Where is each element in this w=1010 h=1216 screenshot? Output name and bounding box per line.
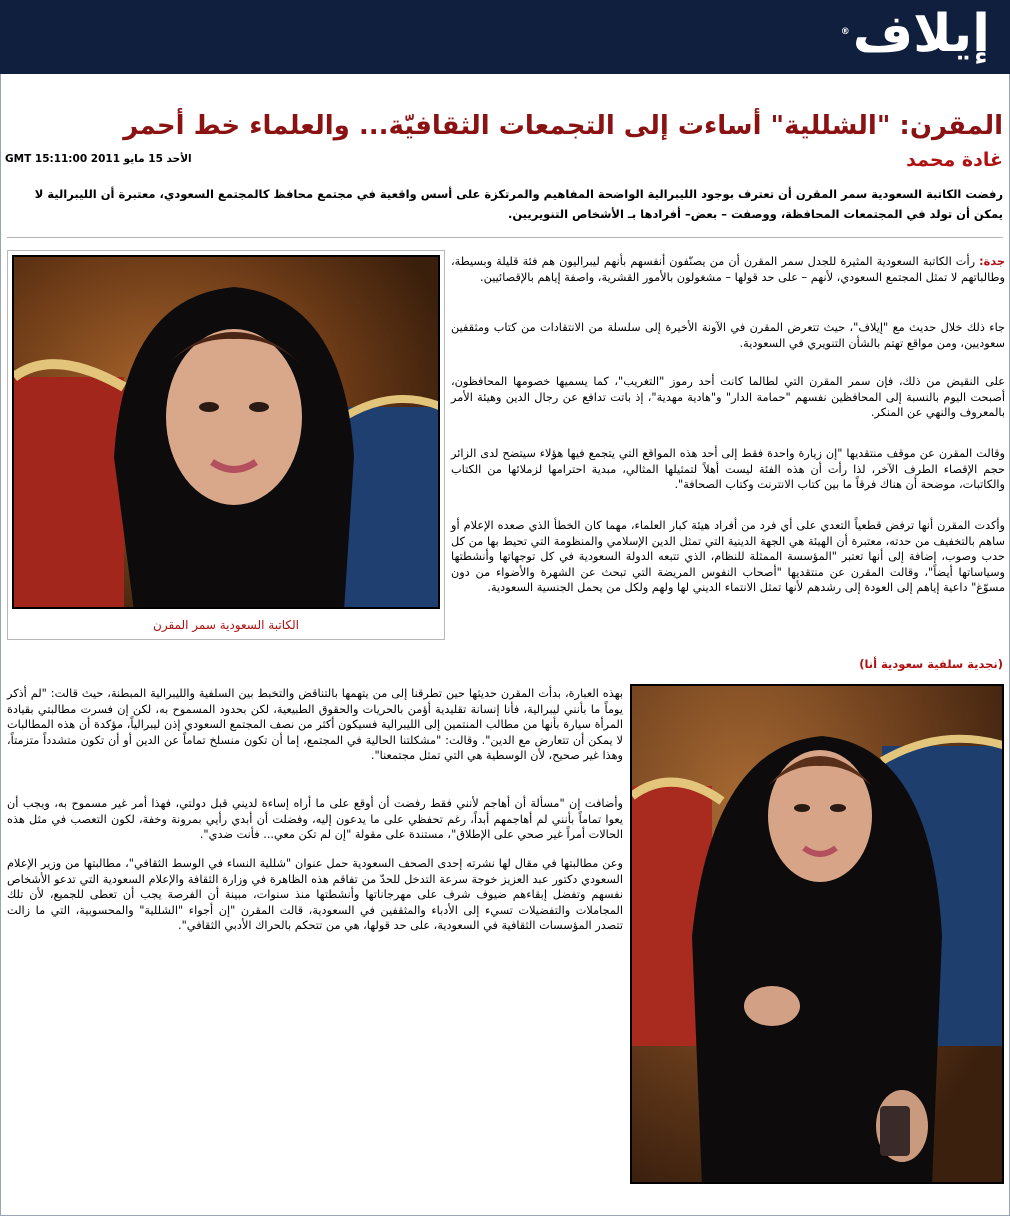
registered-mark: ® [840,27,850,37]
paragraph-8: وعن مطالبتها في مقال لها نشرته إحدى الصحف السعودية حمل عنوان "شللية النساء في الوسط الثقافي"، مطالبتها من وزير الإعلام السعودي دكتور عبد العزيز خوجة سرعة التدخل للحدّ من تفاقم هذه الظاهرة في وزارة الثقافة والإعلام السعودية التي تدعو الأشخاص نفسهم وتفضل إبقاءهم ضيوف شرف على مهرجاناتها وأنشطتها منذ سنوات، مبينة أن الفرصة يجب أن تعطى للجميع، لأن تلك المجاملات والتفضيلات تسيء إلى الأدباء والمثقفين في السعودية، قالت المقرن "إن أجواء "الشللية" والمحسوبية، التي ما زالت تتصدر المؤسسات الثقافية في السعودية، على حد قولها، هي من تتحكم بالحراك الأدبي الثقافي". [7,857,623,932]
paragraph-1-text: رأت الكاتبة السعودية المثيرة للجدل سمر المقرن أن من يصنّفون أنفسهم بأنهم ليبراليون هم فئة قليلة وبسيطة، وطالباتهم لا تمثل المجتمع السعودي، لأنهم – على حد قولها – مشغولون بالأمور القشرية، واصفة إياهم بالإقصائيين. [451,255,1005,284]
paragraph-3: على النقيض من ذلك، فإن سمر المقرن التي لطالما كانت أحد رموز "التغريب"، كما يسميها خصومها المحافظون، أصبحت اليوم بالنسبة إلى المحافظين نفسهم "حمامة الدار" و"هادية مهدية"، إذ باتت تدافع عن رجال الدين وهيئة الأمر بالمعروف والنهي عن المنكر. [451,375,1005,419]
article-date: GMT 15:11:00 2011 الأحد 15 مايو [5,153,192,165]
paragraph-6: بهذه العبارة، بدأت المقرن حديثها حين تطرقنا إلى من يتهمها بالتناقض والتخبط بين السلفية والليبرالية المبطنة، حيث قالت: "لم أذكر يوماً ما بأنني ليبرالية، فأنا إنسانة تقليدية أؤمن بالحريات والحقوق الطبيعية، لكن بحدود المسموح به، لكن إن فسرت مطالبتي بقيادة المرأة سيارة بأنها من مطالب المنتمين إلى الليبرالية فسيكون أكثر من نصف المجتمع السعودي إذن ليبرالياً، مؤكدة أن هذه المطالبات لا يمكن أن تتعارض مع الدين". وقالت: "مشكلتنا الحالية في المجتمع، إما أن تكون منسلخ تماماً عن الدين أو أن تكون متشدداً متزمتاً، وهذا غير صحيح، لأن الوسطية هي التي تمثل مجتمعنا". [7,687,623,762]
divider [7,237,1003,238]
photo-caption-1: الكاتبة السعودية سمر المقرن [153,618,299,632]
author-photo-1 [12,255,440,609]
logo-text: إيلاف [852,4,990,64]
section-subheading: (نجدية سلفية سعودية أنا) [859,657,1003,671]
author-photo-2 [630,684,1004,1184]
photo-frame-2 [630,684,1004,1184]
elaph-logo[interactable] [840,4,990,64]
article-title: المقرن: "الشللية" أساءت إلى التجمعات الثقافيّة... والعلماء خط أحمر [123,111,1003,141]
article-container [0,74,1010,1216]
dateline: جدة: [979,255,1006,268]
paragraph-1 [451,254,1005,285]
paragraph-4: وقالت المقرن عن موقف منتقديها "إن زيارة واحدة فقط إلى أحد هذه المواقع التي يتجمع فيها هؤلاء سيتضح لدى الزائر حجم الإقصاء الطرف الآخر، لذا رأت أن هذه الفئة ليست أهلاً لتمثيلها المثالي، مبدية احترامها لزملائها من الكتاب والكاتبات، موضحة أن هناك فرقاً ما بين كتاب الانترنت وكتاب الصحافة". [451,447,1005,491]
article-author: غادة محمد [906,149,1003,171]
site-header [0,0,1010,74]
article-intro: رفضت الكاتبة السعودية سمر المقرن أن تعترف بوجود الليبرالية الواضحة المفاهيم والمرتكزة على أسس واقعية في مجتمع محافظ كالمجتمع السعودي، معتبرة أن الليبرالية لا يمكن أن تولد في المجتمعات المحافظة، ووصفت – بعض– أفرادها بـ الأشخاص التنويريين. [34,187,1003,221]
photo-frame-1 [7,250,445,640]
paragraph-2: جاء ذلك خلال حديث مع "إيلاف"، حيث تتعرض المقرن في الآونة الأخيرة إلى سلسلة من الانتقادات من كتاب ومثقفين سعوديين، ومن مواقع تهتم بالشأن التنويري في السعودية. [451,321,1005,350]
paragraph-5: وأكدت المقرن أنها ترفض قطعياً التعدي على أي فرد من أفراد هيئة كبار العلماء، مهما كان الخطأ الذي صعده الإعلام أو ساهم بالتخفيف من حدته، معتبرة أن الهيئة هي الجهة الدينية التي تمثل الدين الإسلامي والمنظومة التي تحيط بها من كل حدب وصوب، إضافة إلى أنها تعتبر "المؤسسة الممثلة للنظام، الذي تتبعه الدولة السعودية في كل توجهاتها وأنشطتها وسياساتها أيضاً"، وقالت المقرن عن منتقديها "أصحاب النفوس المريضة التي تبحث عن الشهرة والأضواء من دون مسوّغ" داعية إياهم إلى العودة إلى رشدهم لأنها تمثل الانتماء الديني لها ولهم ولكل من يحمل الجنسية السعودية. [451,519,1005,594]
paragraph-7: وأضافت إن "مسألة أن أهاجم لأنني فقط رفضت أن أوقع على ما أراه إساءة لديني قبل دولتي، فهذا أمر غير مسموح به، ويجب أن يعوا تماماً بأنني لم أهاجمهم أبداً، رغم تحفظي على ما يدعون إليه، وفضلت أن أبدي رأيي بمرونة وخفة، لكون التعصب في مثل هذه الحالات أمراً غير صحي على الإطلاق"، مستندة على مقولة "إن لم تكن معي... فأنت ضدي". [7,797,623,841]
